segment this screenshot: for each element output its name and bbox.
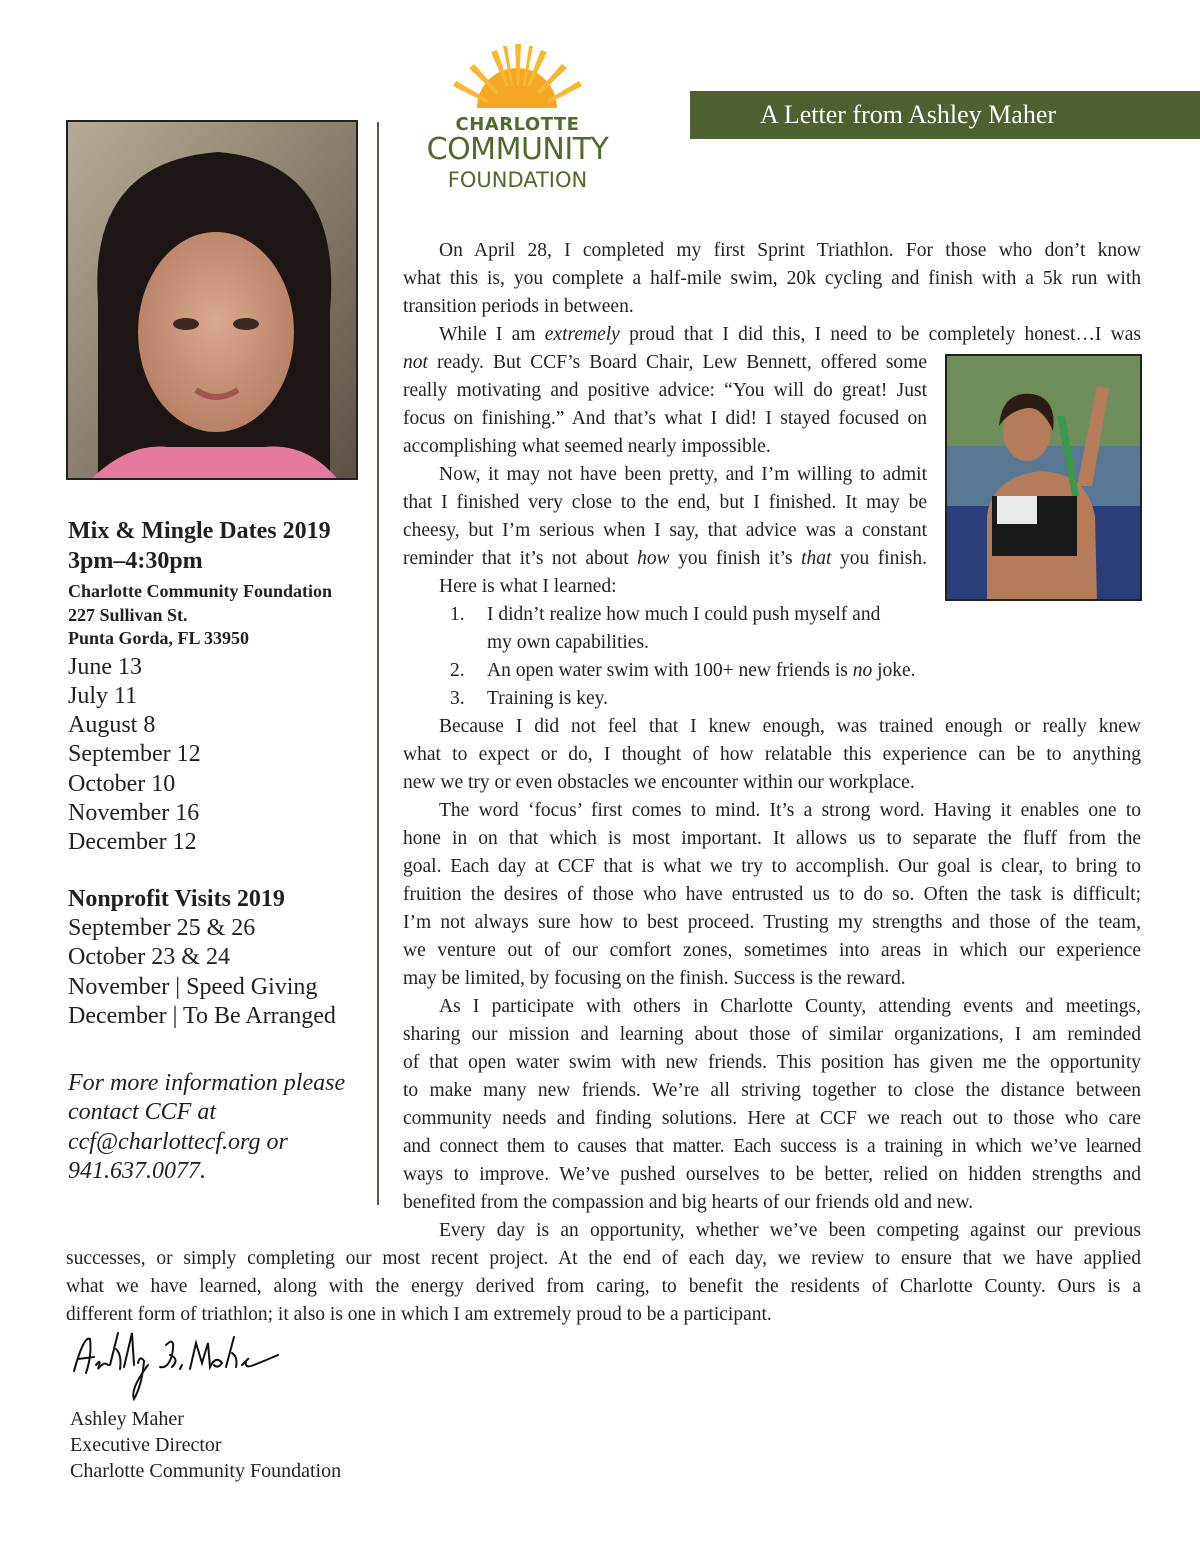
list-item: I didn’t realize how much I could push myself and [487,604,881,625]
contact-email[interactable]: ccf@charlottecf.org or [68,1128,288,1155]
list-number: 2. [450,660,465,681]
list-item: An open water swim with 100+ new friends is no joke. [487,660,916,681]
paragraph-line: cheesy, but I’m serious when I say, that advice was a constant [403,520,927,541]
paragraph-line: we venture out of our comfort zones, sometimes into areas in which our experience [403,940,1141,961]
paragraph-line: On April 28, I completed my first Sprint Triathlon. For those who don’t know [439,240,1141,261]
visit-date: September 25 & 26 [68,915,256,941]
signer-organization: Charlotte Community Foundation [70,1460,342,1482]
logo-line-charlotte: CHARLOTTE [455,114,580,135]
paragraph-line: to make many new friends. We’re all striving together to close the distance between [403,1080,1141,1101]
contact-info [68,1069,345,1186]
list-number: 1. [450,604,465,625]
paragraph-line: hone in on that which is most important. It allows us to separate the fluff from the [403,828,1141,849]
paragraph-line: While I am extremely proud that I did this, I need to be completely honest…I was [439,324,1141,345]
paragraph-line: what this is, you complete a half-mile swim, 20k cycling and finish with a 5k run with [403,268,1141,289]
mix-date: October 10 [68,770,176,797]
paragraph-line: what to expect or do, I thought of how relatable this experience can be to anything [403,744,1141,765]
visit-date: October 23 & 24 [68,944,230,971]
mix-date: September 12 [68,741,201,768]
paragraph-line: community needs and finding solutions. Here at CCF we reach out to those who care [403,1108,1141,1129]
address-line: 227 Sullivan St. [68,604,188,625]
info-line: contact CCF at [68,1099,216,1126]
mix-mingle-time: 3pm–4:30pm [68,548,203,574]
mix-date: December 12 [68,829,197,856]
signer-name: Ashley Maher [70,1408,184,1430]
visits-heading: Nonprofit Visits 2019 [68,886,285,912]
ccf-logo [405,40,630,200]
paragraph-line: The word ‘focus’ first comes to mind. It’s a strong word. Having it enables one to [439,800,1141,821]
paragraph-line: and connect them to causes that matter. Each success is a training in which we’ve learned [403,1136,1141,1157]
visit-date: December | To Be Arranged [68,1002,336,1029]
mix-date: August 8 [68,712,156,739]
paragraph-line: different form of triathlon; it also is one in which I am extremely proud to be a participant. [66,1304,772,1325]
paragraph-line: of that open water swim with new friends. This position has given me the opportunity [403,1052,1141,1073]
signer-title: Executive Director [70,1434,222,1456]
paragraph-line: not ready. But CCF’s Board Chair, Lew Bennett, offered some [403,352,927,373]
list-item: my own capabilities. [487,632,649,653]
paragraph-line: may be limited, by focusing on the finish. Success is the reward. [403,968,906,989]
paragraph-line: reminder that it’s not about how you finish it’s that you finish. [403,548,928,569]
paragraph-line: As I participate with others in Charlotte County, attending events and meetings, [439,996,1141,1017]
paragraph-line: transition periods in between. [403,296,634,317]
logo-line-foundation: FOUNDATION [447,168,588,192]
paragraph-line: goal. Each day at CCF that is what we try to accomplish. Our goal is clear, to bring to [403,856,1141,877]
paragraph-line: benefited from the compassion and big hearts of our friends old and new. [403,1192,974,1213]
paragraph-line: sharing our mission and learning about those of similar organizations, I am reminded [403,1024,1141,1045]
nonprofit-visits-section [68,884,336,1031]
letter-title-banner: A Letter from Ashley Maher [690,91,1200,139]
contact-phone[interactable]: 941.637.0077. [68,1157,206,1184]
paragraph-line: focus on finishing.” And that’s what I did! I stayed focused on [403,408,927,429]
address-line: Charlotte Community Foundation [68,581,333,601]
paragraph-line: I’m not always sure how to best proceed. Trusting my strengths and those of the team, [403,912,1141,933]
paragraph-line: accomplishing what seemed nearly impossible. [403,436,771,457]
list-number: 3. [450,688,465,709]
paragraph-line: fruition the desires of those who have entrusted us to do so. Often the task is difficult; [403,884,1141,905]
paragraph-line: successes, or simply completing our most recent project. At the end of each day, we review to ensure that we have applied [66,1248,1141,1269]
triathlon-photo [945,354,1142,601]
paragraph-line: new we try or even obstacles we encounter within our workplace. [403,772,915,793]
paragraph-line: that I finished very close to the end, but I finished. It may be [403,492,927,513]
mix-mingle-section [68,516,332,858]
list-intro: Here is what I learned: [439,576,617,597]
paragraph-line: Now, it may not have been pretty, and I’m willing to admit [439,464,927,485]
paragraph-line: what we have learned, along with the energy derived from caring, to benefit the residents of Charlotte County. Ours is a [66,1276,1141,1297]
paragraph-line: Because I did not feel that I knew enough, was trained enough or really knew [439,716,1141,737]
logo-line-community: COMMUNITY [426,132,609,167]
info-line: For more information please [68,1070,346,1096]
mix-mingle-heading: Mix & Mingle Dates 2019 [68,518,331,544]
visit-date: November | Speed Giving [68,973,318,1000]
paragraph-line: Every day is an opportunity, whether we’ve been competing against our previous [439,1220,1141,1241]
mix-date: November 16 [68,799,200,826]
address-line: Punta Gorda, FL 33950 [68,628,250,648]
paragraph-line: really motivating and positive advice: “You will do great! Just [403,380,927,401]
portrait-photo [66,120,358,480]
list-item: Training is key. [487,688,608,709]
column-divider [377,122,379,1205]
paragraph-line: ways to improve. We’ve pushed ourselves to be better, relied on hidden strengths and [403,1164,1141,1185]
handwritten-signature [68,1325,298,1405]
mix-date: July 11 [68,682,138,709]
mix-date: June 13 [68,653,142,680]
sun-logo-icon [447,42,587,114]
